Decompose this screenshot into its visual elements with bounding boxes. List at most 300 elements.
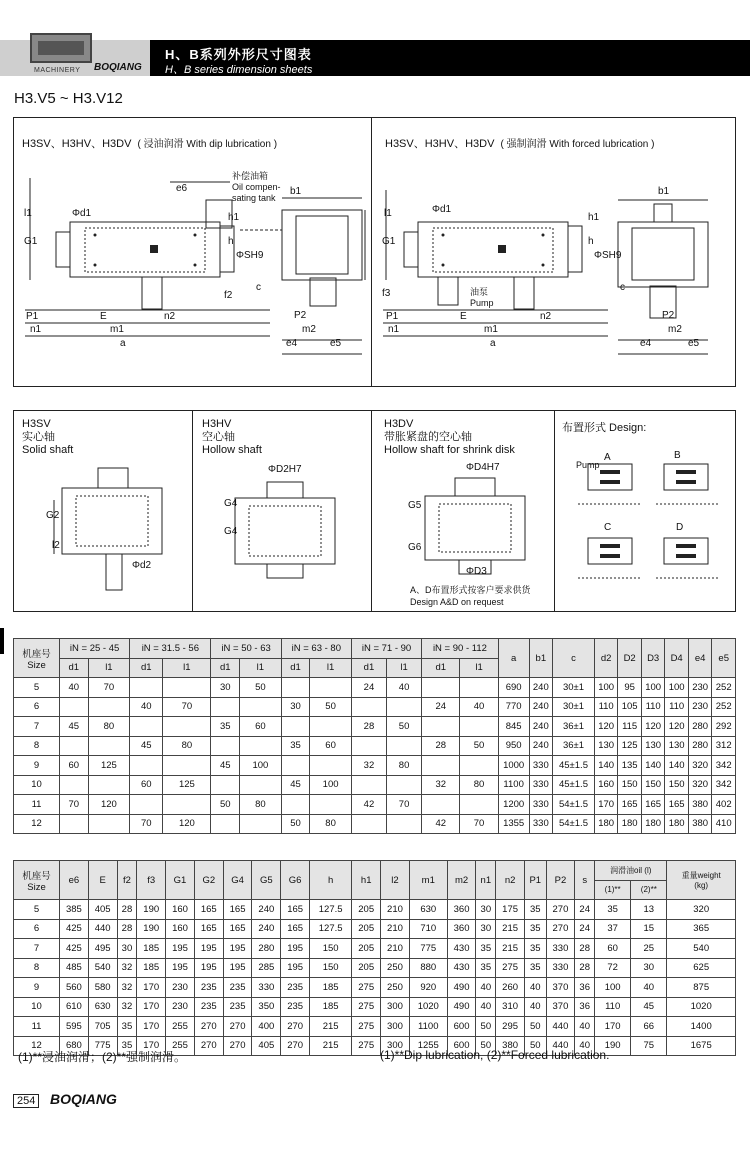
- table-cell: [310, 756, 352, 776]
- table-cell: 100: [310, 775, 352, 795]
- table1-col-e5: e5: [712, 639, 736, 678]
- dip-label-n1: n1: [30, 324, 42, 335]
- table-cell: 60: [60, 756, 89, 776]
- table-cell: 350: [252, 997, 281, 1017]
- table-cell: 150: [665, 775, 689, 795]
- table-row: [14, 939, 736, 959]
- table-cell: 1020: [409, 997, 447, 1017]
- table-cell: 6: [14, 919, 60, 939]
- table-cell: 312: [712, 736, 736, 756]
- forced-label-l1: l1: [384, 208, 392, 219]
- design-pump: Pump: [576, 460, 600, 470]
- table-cell: 490: [447, 978, 476, 998]
- table-cell: 240: [529, 697, 553, 717]
- table-cell: 66: [631, 1017, 667, 1037]
- table-cell: [351, 697, 386, 717]
- table-cell: 40: [476, 997, 496, 1017]
- table-cell: 13: [631, 900, 667, 920]
- forced-label-f3: f3: [382, 288, 391, 299]
- table-cell: 50: [310, 697, 352, 717]
- table-cell: 195: [194, 939, 223, 959]
- table-cell: 40: [575, 1017, 595, 1037]
- table-cell: 600: [447, 1036, 476, 1056]
- table-cell: 580: [88, 978, 117, 998]
- table2-weight-header: 重量weight (kg): [667, 861, 736, 900]
- table-cell: 50: [476, 1036, 496, 1056]
- table-cell: 360: [447, 900, 476, 920]
- table-cell: 30±1: [553, 697, 595, 717]
- table1-subheader-cell: d1: [281, 658, 310, 678]
- table-cell: 330: [529, 795, 553, 815]
- table-cell: 430: [447, 958, 476, 978]
- table-cell: 165: [641, 795, 665, 815]
- table2-header-cell: n2: [496, 861, 525, 900]
- table-cell: [163, 678, 211, 698]
- table-cell: 275: [352, 1017, 381, 1037]
- table-cell: 300: [381, 1017, 410, 1037]
- table2-header-cell: h: [310, 861, 352, 900]
- table2-header-cell: G4: [223, 861, 252, 900]
- table-cell: 110: [595, 997, 631, 1017]
- table-cell: 150: [310, 939, 352, 959]
- table-cell: 270: [194, 1036, 223, 1056]
- table1-subheader-cell: l1: [88, 658, 130, 678]
- table-cell: 32: [117, 997, 137, 1017]
- page-number: 254: [13, 1094, 39, 1108]
- table-cell: 770: [498, 697, 529, 717]
- table1-ratio-4: iN = 63 - 80: [281, 639, 351, 659]
- hollow-label-d2h7: ΦD2H7: [268, 464, 302, 475]
- table-cell: [211, 736, 240, 756]
- table-cell: 405: [252, 1036, 281, 1056]
- table-cell: 24: [351, 678, 386, 698]
- table-cell: 540: [88, 958, 117, 978]
- table-cell: [460, 756, 498, 776]
- table-cell: 330: [252, 978, 281, 998]
- hollow-shaft-drawing: [215, 470, 365, 590]
- table-cell: 600: [447, 1017, 476, 1037]
- table-cell: [88, 736, 130, 756]
- table-cell: 40: [387, 678, 422, 698]
- dip-label-h: h: [228, 236, 234, 247]
- table-cell: 32: [117, 978, 137, 998]
- table-cell: [88, 775, 130, 795]
- table-cell: 1355: [498, 814, 529, 834]
- forced-title: H3SV、H3HV、H3DV ( 强制润滑 With forced lubrication ): [385, 138, 655, 150]
- table-cell: 54±1.5: [553, 814, 595, 834]
- table-cell: 30: [476, 919, 496, 939]
- solid-title2: 实心轴: [22, 431, 55, 443]
- table2-header-row: [14, 861, 736, 881]
- table-cell: 180: [641, 814, 665, 834]
- table-cell: 330: [529, 814, 553, 834]
- forced-label-e5: e5: [688, 338, 700, 349]
- table-cell: 235: [194, 978, 223, 998]
- table-cell: 5: [14, 900, 60, 920]
- table-cell: 215: [310, 1017, 352, 1037]
- hollow-title2: 空心轴: [202, 431, 235, 443]
- table-cell: 230: [166, 997, 195, 1017]
- design-letter-a: A: [604, 452, 611, 463]
- table-cell: 28: [422, 736, 460, 756]
- table-cell: 24: [575, 919, 595, 939]
- hollow-title1: H3HV: [202, 418, 232, 430]
- table1-col-b1: b1: [529, 639, 553, 678]
- table-cell: 270: [194, 1017, 223, 1037]
- table-cell: 402: [712, 795, 736, 815]
- forced-label-e4: e4: [640, 338, 652, 349]
- table-cell: 35: [595, 900, 631, 920]
- dip-label-m2: m2: [302, 324, 316, 335]
- table-cell: 342: [712, 756, 736, 776]
- table-cell: 185: [310, 997, 352, 1017]
- table-cell: 130: [665, 736, 689, 756]
- table-cell: [422, 678, 460, 698]
- table-cell: 9: [14, 756, 60, 776]
- table-cell: 165: [194, 919, 223, 939]
- table2-header-cell: P2: [546, 861, 575, 900]
- table-cell: 40: [631, 978, 667, 998]
- table2-header-cell: l2: [381, 861, 410, 900]
- table-cell: 9: [14, 978, 60, 998]
- table-cell: 36: [575, 978, 595, 998]
- table-row: [14, 775, 736, 795]
- table1-col-e4: e4: [688, 639, 712, 678]
- solid-label-d2: Φd2: [132, 560, 152, 571]
- table-cell: 235: [281, 997, 310, 1017]
- table-cell: [310, 717, 352, 737]
- table-cell: [60, 814, 89, 834]
- table-cell: 440: [546, 1017, 575, 1037]
- table-cell: 35: [525, 958, 547, 978]
- table-cell: 50: [460, 736, 498, 756]
- table-cell: 50: [476, 1017, 496, 1037]
- table-cell: 320: [688, 756, 712, 776]
- table1-col-d2: d2: [594, 639, 618, 678]
- table-cell: 630: [88, 997, 117, 1017]
- table-cell: 485: [60, 958, 89, 978]
- table-cell: 1100: [498, 775, 529, 795]
- table1-subheader-cell: l1: [310, 658, 352, 678]
- table-cell: 880: [409, 958, 447, 978]
- table-cell: 405: [88, 900, 117, 920]
- table-cell: 45: [60, 717, 89, 737]
- shrink-title3: Hollow shaft for shrink disk: [384, 444, 515, 456]
- table-cell: 610: [60, 997, 89, 1017]
- table-cell: 170: [595, 1017, 631, 1037]
- table-cell: [351, 814, 386, 834]
- table-cell: 425: [60, 939, 89, 959]
- table-cell: 70: [387, 795, 422, 815]
- table1-ratio-6: iN = 90 - 112: [422, 639, 499, 659]
- table-cell: 280: [688, 736, 712, 756]
- design-letter-d: D: [676, 522, 684, 533]
- table-cell: 235: [223, 978, 252, 998]
- table-cell: 210: [381, 919, 410, 939]
- table-cell: 8: [14, 736, 60, 756]
- table1-subheader-cell: d1: [211, 658, 240, 678]
- table-cell: 80: [387, 756, 422, 776]
- table-cell: [460, 678, 498, 698]
- table-cell: [422, 795, 460, 815]
- table2-header-cell: h1: [352, 861, 381, 900]
- table-cell: 215: [496, 939, 525, 959]
- table2-oil-subheader: (1)**: [595, 880, 631, 900]
- table-cell: 280: [252, 939, 281, 959]
- table-cell: [387, 814, 422, 834]
- table-cell: 36±1: [553, 736, 595, 756]
- table-cell: 195: [223, 939, 252, 959]
- hollow-label-g4-top: G4: [224, 498, 238, 509]
- table-row: [14, 997, 736, 1017]
- table-cell: 330: [529, 775, 553, 795]
- table-cell: 35: [211, 717, 240, 737]
- table-cell: 45: [281, 775, 310, 795]
- table-cell: 7: [14, 717, 60, 737]
- table-cell: 320: [688, 775, 712, 795]
- table1-ratio-2: iN = 31.5 - 56: [130, 639, 211, 659]
- table-cell: [130, 717, 163, 737]
- table1-col-c: c: [553, 639, 595, 678]
- table2-header-cell: P1: [525, 861, 547, 900]
- table-cell: 50: [281, 814, 310, 834]
- table2-header-cell: G2: [194, 861, 223, 900]
- table1-col-a: a: [498, 639, 529, 678]
- table-cell: 165: [618, 795, 642, 815]
- dip-label-g1: G1: [24, 236, 38, 247]
- table-cell: [387, 697, 422, 717]
- solid-shaft-drawing: [40, 460, 190, 610]
- dip-label-e4: e4: [286, 338, 298, 349]
- table-cell: 185: [137, 958, 166, 978]
- table-cell: 240: [252, 919, 281, 939]
- table-cell: 70: [88, 678, 130, 698]
- table-cell: 120: [594, 717, 618, 737]
- table-cell: 5: [14, 678, 60, 698]
- table-cell: 210: [381, 900, 410, 920]
- table-cell: 125: [88, 756, 130, 776]
- table-cell: 80: [88, 717, 130, 737]
- table-cell: 6: [14, 697, 60, 717]
- table-cell: 920: [409, 978, 447, 998]
- table-cell: 240: [529, 736, 553, 756]
- table-cell: 28: [351, 717, 386, 737]
- table1-subheader-cell: l1: [460, 658, 498, 678]
- table-cell: 40: [60, 678, 89, 698]
- shrink-title1: H3DV: [384, 418, 414, 430]
- table-cell: 70: [163, 697, 211, 717]
- table-cell: [60, 697, 89, 717]
- table-cell: 410: [712, 814, 736, 834]
- dip-label-e5: e5: [330, 338, 342, 349]
- table-cell: 275: [352, 978, 381, 998]
- table2-header-cell: n1: [476, 861, 496, 900]
- table1-subheader-cell: d1: [422, 658, 460, 678]
- table2-header-cell: f3: [137, 861, 166, 900]
- table1-subheader-cell: l1: [240, 658, 282, 678]
- table-cell: 60: [240, 717, 282, 737]
- table-cell: 165: [281, 900, 310, 920]
- table-cell: 80: [163, 736, 211, 756]
- table-cell: [130, 795, 163, 815]
- table-row: [14, 1017, 736, 1037]
- table-cell: [422, 717, 460, 737]
- table2-header-cell: f2: [117, 861, 137, 900]
- table-cell: 292: [712, 717, 736, 737]
- table-cell: 28: [575, 939, 595, 959]
- table2-header-cell: m1: [409, 861, 447, 900]
- dip-label-l1: l1: [24, 208, 32, 219]
- table-cell: 30: [117, 939, 137, 959]
- table1-col-D2: D2: [618, 639, 642, 678]
- table-cell: 60: [310, 736, 352, 756]
- table-cell: 235: [281, 978, 310, 998]
- table-cell: 1255: [409, 1036, 447, 1056]
- table-cell: [88, 814, 130, 834]
- table-cell: 35: [476, 958, 496, 978]
- hollow-label-g4-bottom: G4: [224, 526, 238, 537]
- table-cell: 170: [137, 1017, 166, 1037]
- table-cell: 330: [529, 756, 553, 776]
- table-cell: 10: [14, 997, 60, 1017]
- table-cell: 195: [223, 958, 252, 978]
- table-cell: 37: [595, 919, 631, 939]
- table-cell: 35: [281, 736, 310, 756]
- forced-label-b1: b1: [658, 186, 670, 197]
- table2-oil-subheader: (2)**: [631, 880, 667, 900]
- table-cell: 275: [352, 1036, 381, 1056]
- table-row: [14, 756, 736, 776]
- table-cell: 440: [88, 919, 117, 939]
- note-en: (1)**Dip lubrication, (2)**Forced lubrication.: [380, 1048, 610, 1062]
- shrink-label-d4h7: ΦD4H7: [466, 462, 500, 473]
- solid-title1: H3SV: [22, 418, 51, 430]
- table-row: [14, 900, 736, 920]
- design-letter-b: B: [674, 450, 681, 461]
- table-row: [14, 678, 736, 698]
- table-cell: 690: [498, 678, 529, 698]
- table-cell: 255: [166, 1036, 195, 1056]
- divider-2: [371, 410, 372, 612]
- table-cell: 100: [641, 678, 665, 698]
- table-cell: 105: [618, 697, 642, 717]
- table-cell: 110: [594, 697, 618, 717]
- table-cell: 10: [14, 775, 60, 795]
- table-cell: 130: [594, 736, 618, 756]
- table-cell: 775: [88, 1036, 117, 1056]
- table-cell: [281, 795, 310, 815]
- table-cell: 127.5: [310, 900, 352, 920]
- forced-label-h1: h1: [588, 212, 600, 223]
- table-cell: 40: [525, 978, 547, 998]
- table-row: [14, 736, 736, 756]
- table-cell: 190: [137, 900, 166, 920]
- table2-header-cell: G1: [166, 861, 195, 900]
- brand-header: BOQIANG: [94, 62, 142, 73]
- table-cell: 160: [166, 919, 195, 939]
- table-cell: 205: [352, 958, 381, 978]
- table-cell: 260: [496, 978, 525, 998]
- table-cell: 35: [117, 1017, 137, 1037]
- table-cell: 120: [163, 814, 211, 834]
- table-cell: 165: [281, 919, 310, 939]
- table-cell: 1675: [667, 1036, 736, 1056]
- table2-header-cell: E: [88, 861, 117, 900]
- table1-ratio-1: iN = 25 - 45: [60, 639, 130, 659]
- table1-col-D4: D4: [665, 639, 689, 678]
- table-cell: [240, 775, 282, 795]
- table-cell: 270: [281, 1036, 310, 1056]
- table-cell: [88, 697, 130, 717]
- table-cell: 330: [546, 939, 575, 959]
- shrink-note-en: Design A&D on request: [410, 597, 504, 607]
- table-cell: 150: [310, 958, 352, 978]
- table-cell: 180: [594, 814, 618, 834]
- table-cell: 45: [631, 997, 667, 1017]
- table-cell: 80: [240, 795, 282, 815]
- table-cell: 875: [667, 978, 736, 998]
- table-cell: 680: [60, 1036, 89, 1056]
- table-cell: 70: [130, 814, 163, 834]
- table-cell: 270: [281, 1017, 310, 1037]
- table-cell: 40: [525, 997, 547, 1017]
- dip-label-e6: e6: [176, 183, 188, 194]
- shrink-title2: 带胀紧盘的空心轴: [384, 431, 472, 443]
- table-cell: 32: [117, 958, 137, 978]
- table-cell: 165: [665, 795, 689, 815]
- forced-label-d1: Φd1: [432, 204, 452, 215]
- table-cell: 11: [14, 795, 60, 815]
- table-cell: 560: [60, 978, 89, 998]
- table-row: [14, 958, 736, 978]
- edge-mark: [0, 628, 4, 654]
- table-cell: 110: [665, 697, 689, 717]
- dip-label-h1: h1: [228, 212, 240, 223]
- table-cell: 540: [667, 939, 736, 959]
- table-cell: [130, 678, 163, 698]
- table-row: [14, 795, 736, 815]
- table-cell: 1100: [409, 1017, 447, 1037]
- forced-label-n2: n2: [540, 311, 552, 322]
- table-cell: 255: [166, 1017, 195, 1037]
- table-cell: 950: [498, 736, 529, 756]
- table1-ratio-3: iN = 50 - 63: [211, 639, 281, 659]
- table-cell: 72: [595, 958, 631, 978]
- table-cell: 250: [381, 958, 410, 978]
- table-cell: 270: [223, 1036, 252, 1056]
- table-cell: 120: [88, 795, 130, 815]
- table-cell: 250: [381, 978, 410, 998]
- table-cell: 100: [665, 678, 689, 698]
- table-cell: 170: [594, 795, 618, 815]
- dip-label-tank-en2: sating tank: [232, 193, 276, 203]
- table-row: [14, 697, 736, 717]
- hollow-title3: Hollow shaft: [202, 444, 262, 456]
- forced-label-a: a: [490, 338, 496, 349]
- table-cell: [281, 756, 310, 776]
- table-cell: 95: [618, 678, 642, 698]
- table-cell: 705: [88, 1017, 117, 1037]
- table-cell: [281, 717, 310, 737]
- table-cell: [310, 795, 352, 815]
- table-cell: 205: [352, 939, 381, 959]
- table-cell: 45±1.5: [553, 756, 595, 776]
- dip-label-c: c: [256, 282, 261, 293]
- table-cell: 15: [631, 919, 667, 939]
- table-cell: [460, 717, 498, 737]
- table-cell: 775: [409, 939, 447, 959]
- table-cell: 180: [618, 814, 642, 834]
